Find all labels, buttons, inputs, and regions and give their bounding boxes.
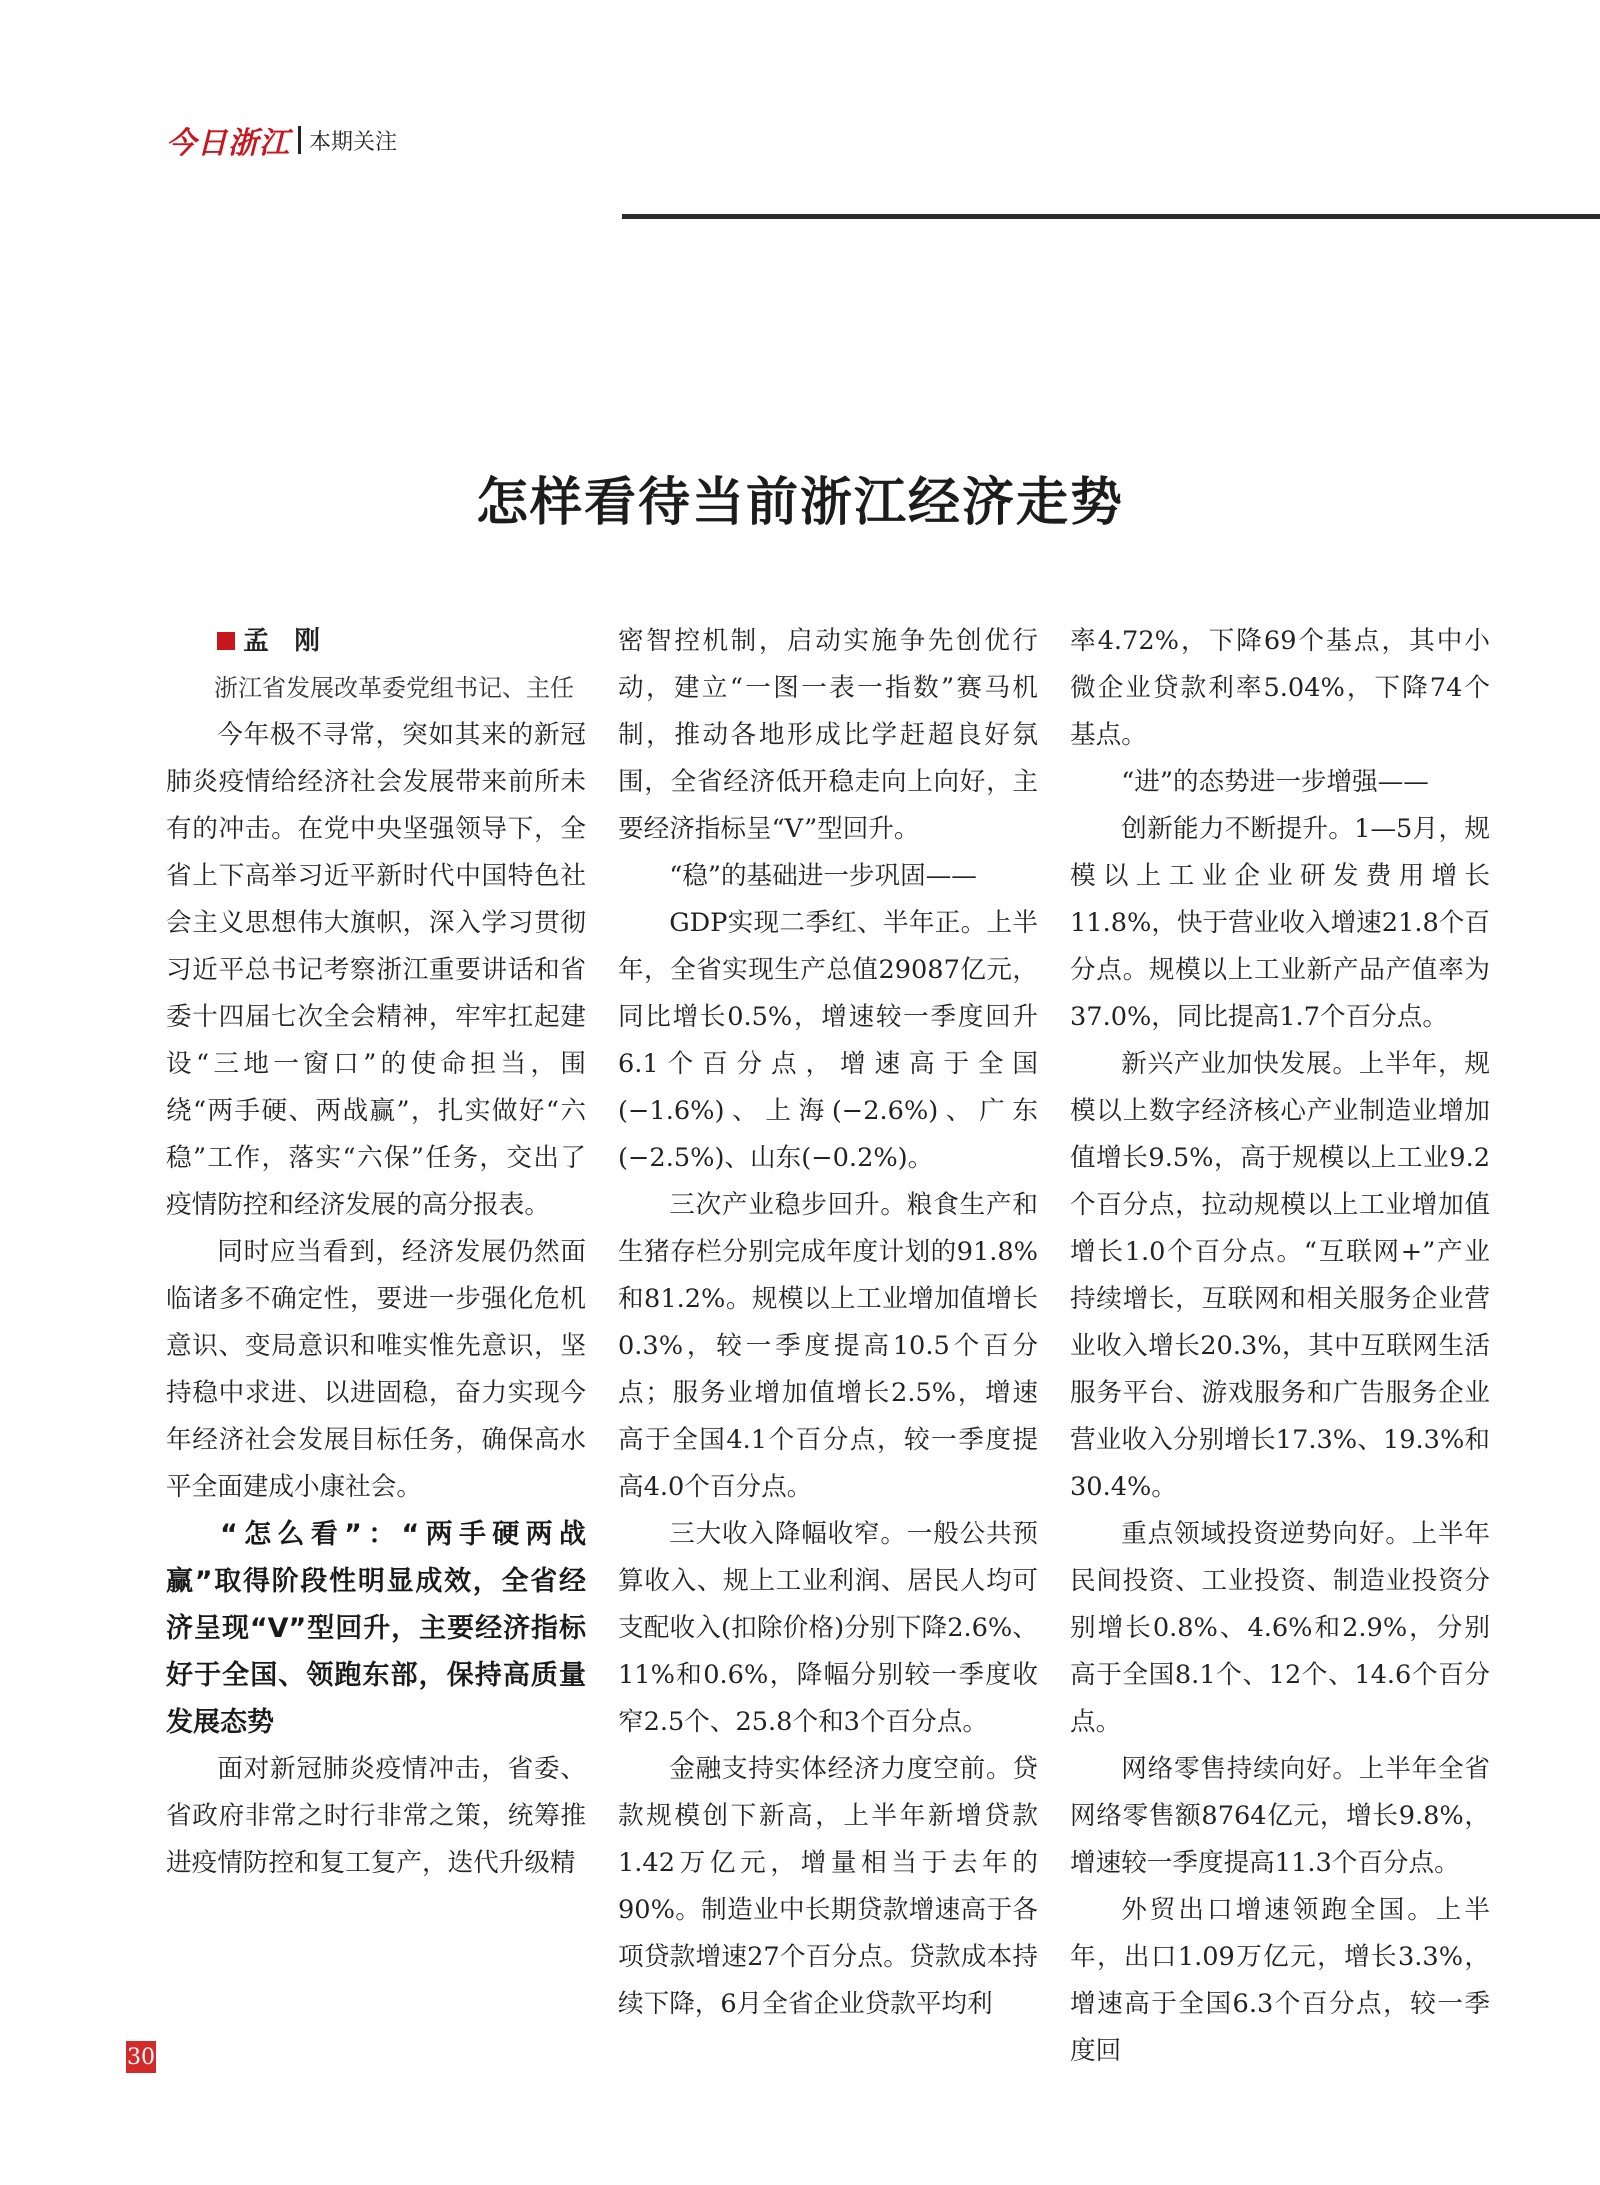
paragraph-heading: “进”的态势进一步增强—— bbox=[1121, 767, 1429, 797]
paragraph: 今年极不寻常，突如其来的新冠肺炎疫情给经济社会发展带来前所未有的冲击。在党中央坚强领导下，全省上下高举习近平新时代中国特色社会主义思想伟大旗帜，深入学习贯彻习近平总书记考察浙江重要讲话和省委十四届七次全会精神，牢牢扛起建设“三地一窗口”的使命担当，围绕“两手硬、两战赢”，扎实做好“六稳”工作，落实“六保”任务，交出了疫情防控和经济发展的高分报表。 bbox=[166, 720, 586, 1220]
paragraph: 金融支持实体经济力度空前。贷款规模创下新高，上半年新增贷款1.42万亿元，增量相当于去年的90%。制造业中长期贷款增速高于各项贷款增速27个百分点。贷款成本持续下降，6月全省企业贷款平均利 bbox=[618, 1754, 1038, 2019]
running-header bbox=[166, 120, 397, 160]
header-rule bbox=[622, 214, 1600, 219]
column-3 bbox=[1070, 618, 1490, 2075]
paragraph: GDP实现二季红、半年正。上半年，全省实现生产总值29087亿元，同比增长0.5%，增速较一季度回升6.1个百分点，增速高于全国(−1.6%)、上海(−2.6%)、广东(−2.5%)、山东(−0.2%)。 bbox=[618, 908, 1038, 1173]
paragraph: 新兴产业加快发展。上半年，规模以上数字经济核心产业制造业增加值增长9.5%，高于规模以上工业9.2个百分点，拉动规模以上工业增加值增长1.0个百分点。“互联网+”产业持续增长，互联网和相关服务企业营业收入增长20.3%，其中互联网生活服务平台、游戏服务和广告服务企业营业收入分别增长17.3%、19.3%和30.4%。 bbox=[1070, 1049, 1490, 1502]
magazine-logo: 今日浙江 bbox=[166, 126, 290, 161]
paragraph: 外贸出口增速领跑全国。上半年，出口1.09万亿元，增长3.3%，增速高于全国6.3个百分点，较一季度回 bbox=[1070, 1895, 1490, 2066]
paragraph-heading: “稳”的基础进一步巩固—— bbox=[669, 861, 977, 891]
paragraph: 率4.72%，下降69个基点，其中小微企业贷款利率5.04%，下降74个基点。 bbox=[1070, 626, 1490, 750]
author-affiliation: 浙江省发展改革委党组书记、主任 bbox=[214, 674, 574, 702]
paragraph: 面对新冠肺炎疫情冲击，省委、省政府非常之时行非常之策，统筹推进疫情防控和复工复产，迭代升级精 bbox=[166, 1754, 586, 1878]
column-1 bbox=[166, 618, 586, 1887]
header-divider bbox=[298, 126, 301, 154]
section-subheading: “怎么看”：“两手硬两战赢”取得阶段性明显成效，全省经济呈现“V”型回升，主要经济指标好于全国、领跑东部，保持高质量发展态势 bbox=[166, 1519, 586, 1738]
paragraph: 三大收入降幅收窄。一般公共预算收入、规上工业利润、居民人均可支配收入(扣除价格)分别下降2.6%、11%和0.6%，降幅分别较一季度收窄2.5个、25.8个和3个百分点。 bbox=[618, 1519, 1038, 1737]
paragraph: 三次产业稳步回升。粮食生产和生猪存栏分别完成年度计划的91.8%和81.2%。规模以上工业增加值增长0.3%，较一季度提高10.5个百分点；服务业增加值增长2.5%，增速高于全国4.1个百分点，较一季度提高4.0个百分点。 bbox=[618, 1190, 1038, 1502]
red-square-marker bbox=[217, 632, 235, 650]
author-name: 孟 刚 bbox=[243, 626, 320, 656]
section-label: 本期关注 bbox=[309, 129, 398, 155]
author-line bbox=[166, 618, 586, 665]
paragraph: 密智控机制，启动实施争先创优行动，建立“一图一表一指数”赛马机制，推动各地形成比学赶超良好氛围，全省经济低开稳走向上向好，主要经济指标呈“V”型回升。 bbox=[618, 626, 1038, 844]
column-2 bbox=[618, 618, 1038, 2028]
paragraph: 网络零售持续向好。上半年全省网络零售额8764亿元，增长9.8%，增速较一季度提高11.3个百分点。 bbox=[1070, 1754, 1490, 1878]
paragraph: 重点领域投资逆势向好。上半年民间投资、工业投资、制造业投资分别增长0.8%、4.6%和2.9%，分别高于全国8.1个、12个、14.6个百分点。 bbox=[1070, 1519, 1490, 1737]
article-title: 怎样看待当前浙江经济走势 bbox=[475, 471, 1124, 533]
paragraph: 同时应当看到，经济发展仍然面临诸多不确定性，要进一步强化危机意识、变局意识和唯实惟先意识，坚持稳中求进、以进固稳，奋力实现今年经济社会发展目标任务，确保高水平全面建成小康社会。 bbox=[166, 1237, 586, 1502]
page-number: 30 bbox=[126, 2041, 156, 2073]
paragraph: 创新能力不断提升。1—5月，规模以上工业企业研发费用增长11.8%，快于营业收入增速21.8个百分点。规模以上工业新产品产值率为37.0%，同比提高1.7个百分点。 bbox=[1070, 814, 1490, 1032]
